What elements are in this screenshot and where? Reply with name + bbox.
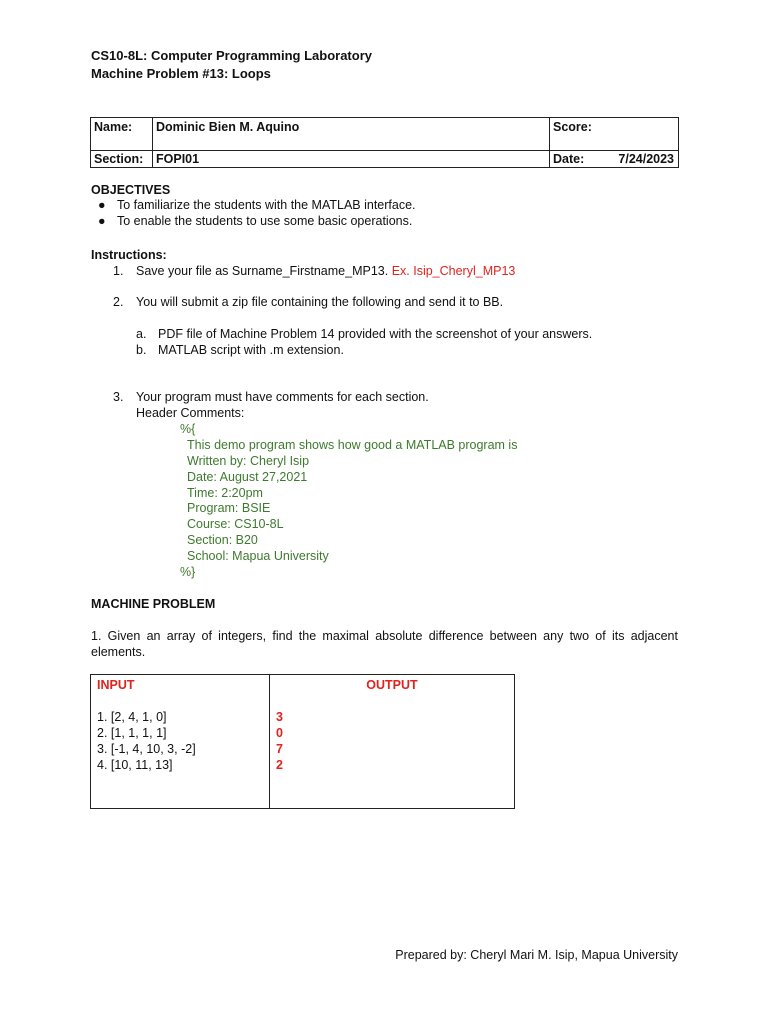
- comment-line: Time: 2:20pm: [187, 486, 263, 500]
- instructions-heading: Instructions:: [91, 248, 167, 262]
- name-value: Dominic Bien M. Aquino: [153, 118, 550, 151]
- step3-text: Your program must have comments for each section.: [136, 390, 429, 404]
- sub-b-text: MATLAB script with .m extension.: [158, 343, 344, 357]
- bullet-icon: ●: [98, 198, 106, 212]
- list-item: ● To familiarize the students with the MATLAB interface.: [98, 198, 416, 212]
- step-number: 2.: [113, 295, 124, 309]
- problem-statement: 1. Given an array of integers, find the maximal absolute difference between any two of its adjacent elements.: [91, 629, 678, 659]
- score-label: Score:: [550, 118, 607, 151]
- comment-line: Section: B20: [187, 533, 258, 547]
- date-value: 7/24/2023: [606, 151, 679, 168]
- score-value: [606, 118, 679, 151]
- output-item: 2: [276, 758, 283, 772]
- comment-line: Written by: Cheryl Isip: [187, 454, 310, 468]
- objectives-heading: OBJECTIVES: [91, 183, 171, 197]
- machine-problem-heading: MACHINE PROBLEM: [91, 597, 216, 611]
- input-column: [91, 675, 270, 809]
- comment-line: %}: [180, 565, 196, 579]
- output-item: 7: [276, 742, 283, 756]
- input-header: INPUT: [97, 678, 135, 692]
- filename-example: Ex. Isip_Cheryl_MP13: [391, 264, 516, 278]
- comment-line: Program: BSIE: [187, 501, 271, 515]
- header-comments-label: Header Comments:: [136, 406, 245, 420]
- input-item: 2. [1, 1, 1, 1]: [97, 726, 167, 740]
- course-title: CS10-8L: Computer Programming Laboratory: [91, 48, 372, 63]
- sub-item-label: b.: [136, 343, 147, 357]
- name-label: Name:: [91, 118, 153, 151]
- comment-line: Course: CS10-8L: [187, 517, 284, 531]
- step1-text: Save your file as Surname_Firstname_MP13. Ex. Isip_Cheryl_MP13: [136, 264, 516, 278]
- bullet-icon: ●: [98, 214, 106, 228]
- input-item: 3. [-1, 4, 10, 3, -2]: [97, 742, 196, 756]
- sub-item-label: a.: [136, 327, 147, 341]
- output-header: OUTPUT: [366, 678, 418, 692]
- list-item: ● To enable the students to use some basic operations.: [98, 214, 413, 228]
- section-value: FOPI01: [153, 151, 550, 168]
- output-column: [270, 675, 515, 809]
- prepared-by-footer: Prepared by: Cheryl Mari M. Isip, Mapua University: [395, 948, 678, 962]
- student-info-table: [90, 117, 679, 168]
- section-label: Section:: [91, 151, 153, 168]
- output-item: 0: [276, 726, 283, 740]
- problem-title: Machine Problem #13: Loops: [91, 66, 271, 81]
- io-table: [90, 674, 515, 809]
- input-item: 1. [2, 4, 1, 0]: [97, 710, 167, 724]
- date-label: Date:: [550, 151, 607, 168]
- input-item: 4. [10, 11, 13]: [97, 758, 173, 772]
- sub-a-text: PDF file of Machine Problem 14 provided with the screenshot of your answers.: [158, 327, 593, 341]
- step2-text: You will submit a zip file containing the following and send it to BB.: [136, 295, 504, 309]
- output-item: 3: [276, 710, 283, 724]
- comment-line: This demo program shows how good a MATLAB program is: [187, 438, 518, 452]
- comment-line: %{: [180, 422, 196, 436]
- step-number: 1.: [113, 264, 124, 278]
- step-number: 3.: [113, 390, 124, 404]
- objectives-list: [98, 197, 416, 229]
- comment-line: Date: August 27,2021: [187, 470, 308, 484]
- comment-line: School: Mapua University: [187, 549, 329, 563]
